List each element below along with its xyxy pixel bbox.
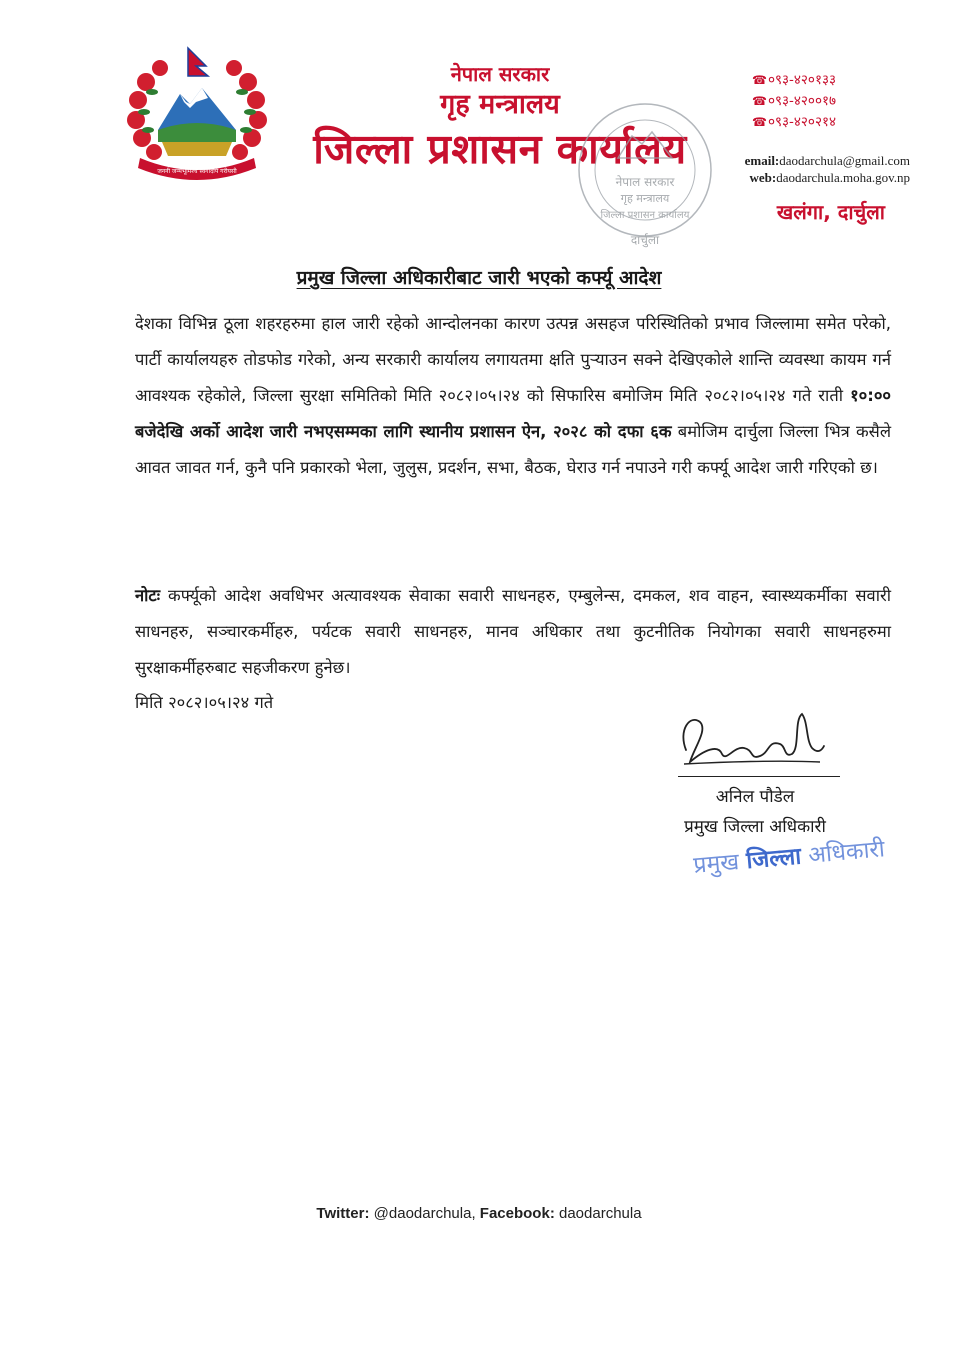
phone-item [752,112,892,133]
paragraph-text: देशका विभिन्न ठूला शहरहरुमा हाल जारी रहेको आन्दोलनका कारण उत्पन्न असहज परिस्थितिको प्रभाव जिल्लामा समेत परेको, पार्टी कार्यालयहरु तोडफोड गरेको, अन्य सरकारी कार्यालय लगायतमा क्षति पुऱ्याउन सक्ने देखिएकोले शान्ति व्यवस्था कायम गर्न आवश्यक रहेकोले, जिल्ला सुरक्षा समितिको मिति २०८२।०५।२४ को सिफारिस बमोजिम मिति २०८२।०५।२४ गते राती [135,314,891,405]
facebook-handle[interactable]: daodarchula [558,1205,642,1222]
ministry-name: गृह मन्त्रालय [440,89,560,120]
twitter-label: Twitter: [316,1205,370,1222]
email-address[interactable]: daodarchula@gmail.com [779,153,910,168]
paragraph-text: बमोजिम दार्चुला जिल्ला भित्र कसैले आवत जावत गर्न, कुनै पनि प्रकारको भेला, जुलुस, प्रदर्शन, सभा, बैठक, घेराउ गर्न नपाउने गरी कर्फ्यू आदेश जारी गरिएको छ। [135,422,892,477]
signatory-name: अनिल पौडेल [715,787,795,807]
notice-paragraph [135,306,891,486]
stamp-text-2: जिल्ला [745,843,803,875]
phone-number: ०९३-४२०२१४ [767,114,837,130]
office-location: खलंगा, दार्चुला [776,200,885,224]
seal-line-1: नेपाल सरकार [615,175,675,189]
web-label: web: [749,170,777,185]
date-line: मिति २०८२।०५।२४ गते [135,693,274,712]
paragraph-bold-text: १०:०० बजेदेखि अर्को आदेश जारी नभएसम्मका लागि स्थानीय प्रशासन ऐन, २०२८ को दफा ६क [135,386,891,441]
facebook-label: Facebook: [479,1205,555,1222]
seal-line-3: जिल्ला प्रशासन कार्यालय [600,210,690,221]
stamp-text-3: अधिकारी [807,836,886,869]
seal-line-4: दार्चुला [630,233,660,247]
notice-title [0,264,958,290]
signatory-designation: प्रमुख जिल्ला अधिकारी [684,817,826,837]
notice-title-text: प्रमुख जिल्ला अधिकारीबाट जारी भएको कर्फ्यू आदेश [296,267,662,289]
phone-number: ०९३-४२००१७ [767,93,837,109]
emblem-motto: जननी जन्मभूमिश्च स्वर्गादपि गरीयसी [157,168,237,175]
phone-item [752,91,892,112]
stamp-text-1: प्रमुख [692,849,741,879]
seal-line-2: गृह मन्त्रालय [620,192,670,205]
phone-number: ०९३-४२०१३३ [767,72,837,88]
phone-list [752,70,892,133]
note-label: नोटः [135,586,161,605]
office-seal [570,92,720,252]
email-label: email: [744,153,780,168]
contact-info [700,152,910,186]
office-name: जिल्ला प्रशासन कार्यालय [313,125,687,173]
handwritten-signature [660,700,830,780]
twitter-handle[interactable]: @daodarchula, [373,1205,476,1222]
nepal-emblem-icon [118,42,276,182]
telephone-icon: ☎ [752,94,767,108]
website-address[interactable]: daodarchula.moha.gov.np [776,170,910,185]
footer-social [0,1205,958,1222]
signature-line [678,776,840,777]
phone-item [752,70,892,91]
note-paragraph [135,578,891,686]
telephone-icon: ☎ [752,73,767,87]
telephone-icon: ☎ [752,115,767,129]
note-text: कर्फ्यूको आदेश अवधिभर अत्यावश्यक सेवाका सवारी साधनहरु, एम्बुलेन्स, दमकल, शव वाहन, स्वास्थ्यकर्मीका सवारी साधनहरु, सञ्चारकर्मीहरु, पर्यटक सवारी साधनहरु, मानव अधिकार तथा कुटनीतिक नियोगका सवारी साधनहरुमा सुरक्षाकर्मीहरुबाट सहजीकरण हुनेछ। [135,586,891,677]
government-name: नेपाल सरकार [450,62,550,86]
